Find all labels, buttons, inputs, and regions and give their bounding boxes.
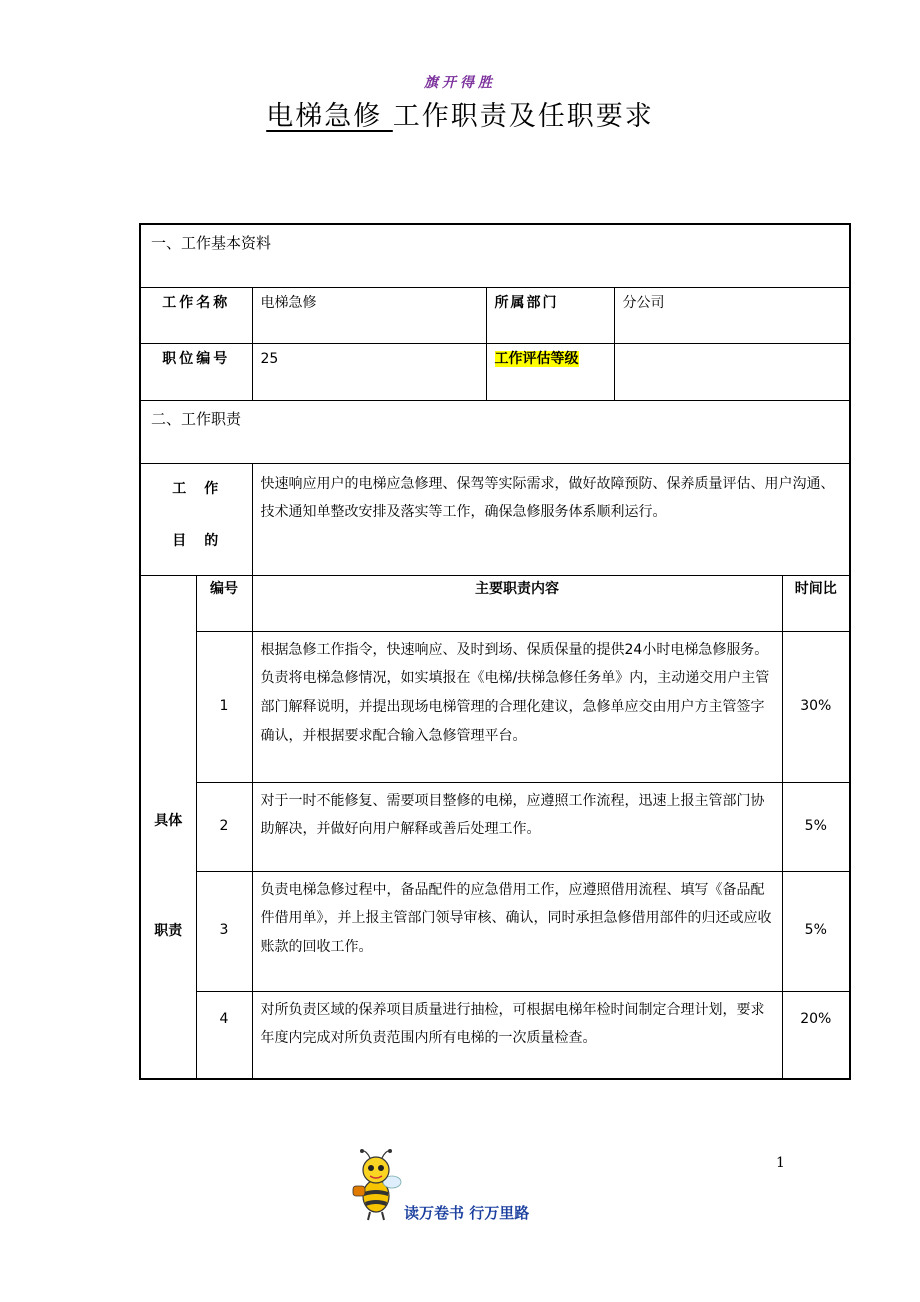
dept-label: 所属部门: [486, 287, 614, 343]
table-row: [140, 991, 850, 1079]
section1-heading: 一、工作基本资料: [140, 224, 850, 287]
duty-ratio: 30%: [782, 631, 850, 782]
duty-no: 3: [196, 871, 252, 991]
duty-content: 对所负责区域的保养项目质量进行抽检，可根据电梯年检时间制定合理计划，要求年度内完成对所负责范围内所有电梯的一次质量检查。: [252, 991, 782, 1079]
eval-level-value: [614, 343, 850, 400]
duty-content: 对于一时不能修复、需要项目整修的电梯，应遵照工作流程，迅速上报主管部门协助解决，并做好向用户解释或善后处理工作。: [252, 782, 782, 871]
table-row: [140, 782, 850, 871]
title-rest: 工作职责及任职要求: [392, 101, 654, 132]
eval-level-label: 工作评估等级: [494, 350, 579, 367]
duty-ratio: 20%: [782, 991, 850, 1079]
job-description-table: [139, 223, 851, 1080]
purpose-label-line1: 工 作: [172, 480, 221, 497]
duty-content: 负责电梯急修过程中，备品配件的应急借用工作，应遵照借用流程、填写《备品配件借用单》，并上报主管部门领导审核、确认，同时承担急修借用部件的归还或应收账款的回收工作。: [252, 871, 782, 991]
purpose-label: [140, 463, 252, 575]
duty-ratio: 5%: [782, 782, 850, 871]
purpose-label-line2: 目 的: [172, 532, 221, 549]
page-title: [0, 94, 920, 133]
duty-no: 4: [196, 991, 252, 1079]
table-row: [140, 871, 850, 991]
bee-mascot-icon: [350, 1148, 406, 1222]
title-job-name: 电梯急修: [266, 101, 393, 132]
duties-side-label: [140, 575, 196, 1079]
position-no-label: 职位编号: [140, 343, 252, 400]
duty-no: 2: [196, 782, 252, 871]
job-name-label: 工作名称: [140, 287, 252, 343]
footer-slogan: 读万卷书 行万里路: [404, 1204, 530, 1222]
duties-side-label-1: 具体: [154, 812, 183, 829]
section2-heading: 二、工作职责: [140, 400, 850, 463]
duties-side-label-2: 职责: [154, 922, 183, 939]
header-motto: 旗开得胜: [424, 75, 496, 91]
duty-content: 根据急修工作指令，快速响应、及时到场、保质保量的提供24小时电梯急修服务。负责将电梯急修情况，如实填报在《电梯/扶梯急修任务单》内，主动递交用户主管部门解释说明，并提出现场电梯管理的合理化建议，急修单应交由用户方主管签字确认，并根据要求配合输入急修管理平台。: [252, 631, 782, 782]
job-name-value: 电梯急修: [252, 287, 486, 343]
purpose-text: 快速响应用户的电梯应急修理、保驾等实际需求，做好故障预防、保养质量评估、用户沟通、技术通知单整改安排及落实等工作，确保急修服务体系顺利运行。: [252, 463, 850, 575]
col-header-ratio: 时间比: [782, 575, 850, 631]
dept-value: 分公司: [614, 287, 850, 343]
duty-no: 1: [196, 631, 252, 782]
page-number: 1: [776, 1155, 785, 1171]
duty-ratio: 5%: [782, 871, 850, 991]
eval-level-cell: [486, 343, 614, 400]
col-header-content: 主要职责内容: [252, 575, 782, 631]
position-no-value: 25: [252, 343, 486, 400]
col-header-no: 编号: [196, 575, 252, 631]
table-row: [140, 631, 850, 782]
